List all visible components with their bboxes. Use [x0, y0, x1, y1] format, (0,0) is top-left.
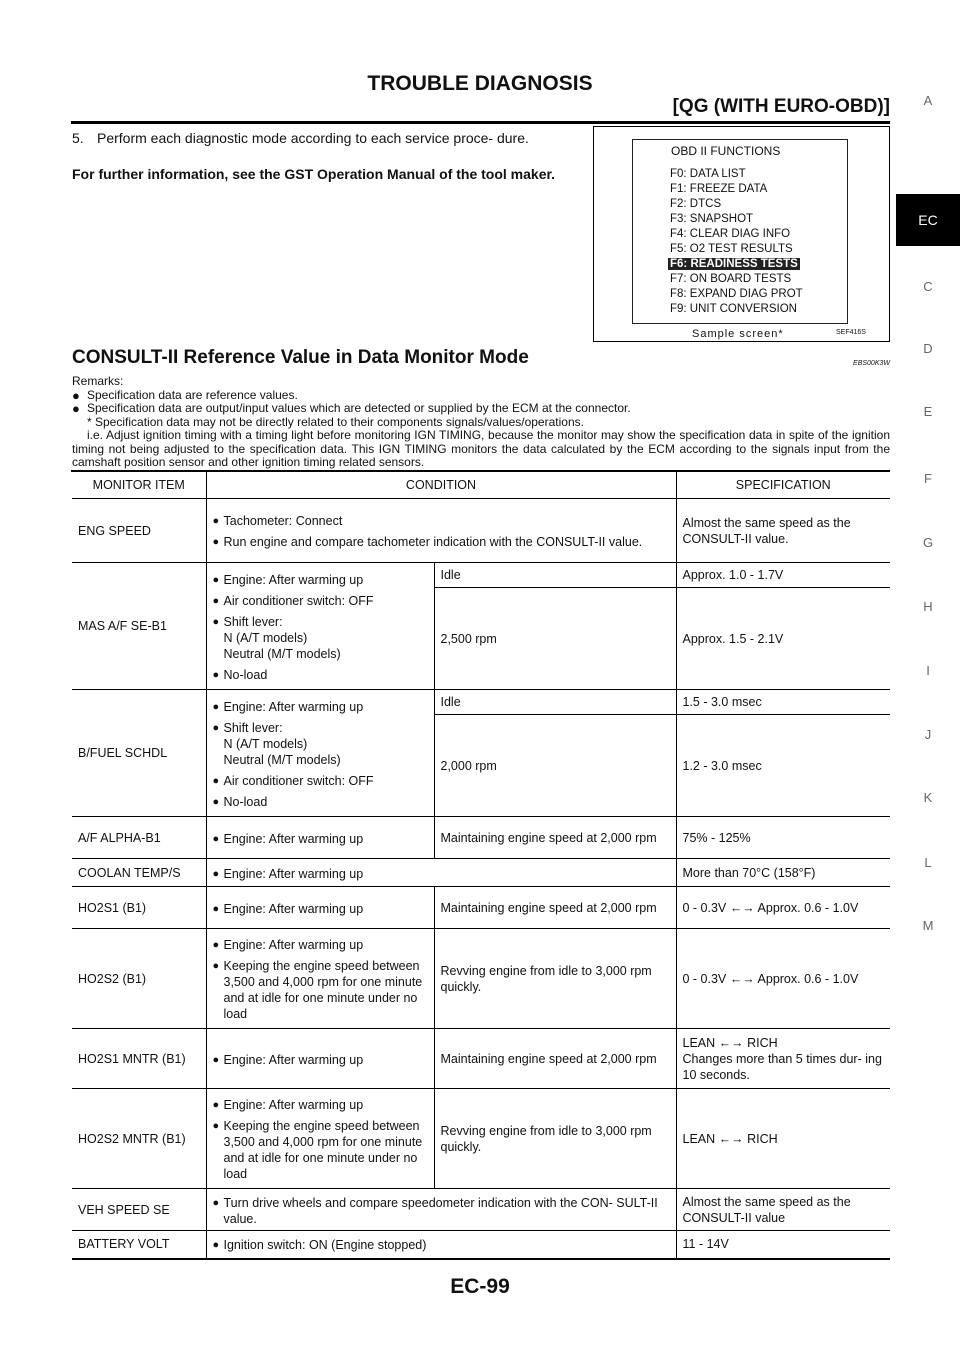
obd-menu-item: F4: CLEAR DIAG INFO: [670, 228, 791, 240]
step-5: [72, 129, 582, 147]
obd-menu-item: F5: O2 TEST RESULTS: [670, 243, 793, 255]
table-row: [72, 1231, 890, 1259]
page-header-title: TROUBLE DIAGNOSIS: [367, 72, 593, 95]
step-text: Perform each diagnostic mode according to each service proce- dure.: [97, 130, 529, 146]
side-index-letter[interactable]: E: [923, 404, 933, 419]
specification-cell: Almost the same speed as the CONSULT-II value: [676, 1189, 890, 1231]
side-index-letter[interactable]: H: [923, 599, 933, 614]
monitor-item: HO2S1 MNTR (B1): [72, 1029, 206, 1089]
sub-condition-cell: Maintaining engine speed at 2,000 rpm: [434, 1029, 676, 1089]
condition-cell: ● Ignition switch: ON (Engine stopped): [206, 1231, 676, 1259]
obd-menu-item: F2: DTCS: [670, 198, 722, 210]
sub-condition-cell: 2,000 rpm: [434, 715, 676, 817]
table-row: [72, 929, 890, 1029]
table-row: [72, 499, 890, 563]
table-row: [72, 690, 890, 715]
remarks: [72, 375, 890, 470]
specification-cell: 1.5 - 3.0 msec: [676, 690, 890, 715]
specification-cell: 1.2 - 3.0 msec: [676, 715, 890, 817]
condition-cell: ● Engine: After warming up: [206, 1029, 434, 1089]
step-number: 5.: [72, 130, 84, 146]
column-header-monitor-item: MONITOR ITEM: [72, 472, 206, 499]
specification-cell: 0 - 0.3V ←→ Approx. 0.6 - 1.0V: [676, 887, 890, 929]
specification-cell: Almost the same speed as the CONSULT-II value.: [676, 499, 890, 563]
obd-menu-item: F9: UNIT CONVERSION: [670, 303, 797, 315]
header-divider: [71, 121, 890, 124]
table-row: [72, 563, 890, 588]
side-index-letter[interactable]: G: [922, 535, 934, 550]
specification-cell: 75% - 125%: [676, 817, 890, 859]
condition-cell: ● Engine: After warming up: [206, 817, 434, 859]
obd-screen: [632, 139, 848, 324]
section-code: EBS00K3W: [853, 360, 890, 367]
page-header-subtitle: [QG (WITH EURO-OBD)]: [672, 96, 890, 117]
sub-condition-cell: Idle: [434, 563, 676, 588]
condition-cell: ● Engine: After warming up ● Air conditioner switch: OFF ● Shift lever: N (A/T models) Neutral (M/T models) ● No-load: [206, 563, 434, 690]
column-header-specification: SPECIFICATION: [676, 472, 890, 499]
remarks-bullet: ● Specification data are reference values.: [72, 387, 298, 403]
monitor-item: B/FUEL SCHDL: [72, 690, 206, 817]
column-header-condition: CONDITION: [206, 472, 676, 499]
monitor-item: COOLAN TEMP/S: [72, 859, 206, 887]
monitor-item: HO2S2 (B1): [72, 929, 206, 1029]
table-row: [72, 887, 890, 929]
reference-value-table: [72, 472, 890, 1260]
specification-cell: More than 70°C (158°F): [676, 859, 890, 887]
sub-condition-cell: 2,500 rpm: [434, 588, 676, 690]
condition-cell: ● Engine: After warming up: [206, 887, 434, 929]
side-index-letter[interactable]: M: [922, 918, 934, 933]
remarks-bullet: ● Specification data are output/input values which are detected or supplied by the ECM at the connector.: [72, 401, 631, 416]
sub-condition-cell: Idle: [434, 690, 676, 715]
section-title: CONSULT-II Reference Value in Data Monitor Mode: [72, 347, 529, 368]
table-row: [72, 1089, 890, 1189]
side-index-letter[interactable]: F: [924, 471, 932, 486]
condition-cell: ● Engine: After warming up: [206, 859, 676, 887]
sub-condition-cell: Revving engine from idle to 3,000 rpm quickly.: [434, 1089, 676, 1189]
specification-cell: 11 - 14V: [676, 1231, 890, 1259]
monitor-item: MAS A/F SE-B1: [72, 563, 206, 690]
condition-cell: ● Tachometer: Connect ● Run engine and compare tachometer indication with the CONSULT-II value.: [206, 499, 676, 563]
condition-cell: ● Engine: After warming up ● Shift lever: N (A/T models) Neutral (M/T models) ● Air conditioner switch: OFF ● No-load: [206, 690, 434, 817]
specification-cell: 0 - 0.3V ←→ Approx. 0.6 - 1.0V: [676, 929, 890, 1029]
note-text: For further information, see the GST Operation Manual of the tool maker.: [72, 166, 556, 182]
table-row: [72, 859, 890, 887]
remarks-label: Remarks:: [72, 374, 124, 388]
table-row: [72, 1189, 890, 1231]
remarks-star-note: * Specification data may not be directly related to their components signals/values/operations.: [87, 414, 584, 429]
monitor-item: ENG SPEED: [72, 499, 206, 563]
page-number: EC-99: [450, 1275, 510, 1298]
specification-cell: LEAN ←→ RICH: [676, 1089, 890, 1189]
sample-screen-figure: [593, 126, 890, 342]
obd-menu-item: F0: DATA LIST: [670, 168, 746, 180]
side-index-letter[interactable]: K: [923, 790, 933, 805]
table-row: [72, 817, 890, 859]
monitor-item: HO2S1 (B1): [72, 887, 206, 929]
side-index-letter[interactable]: I: [926, 663, 930, 678]
specification-cell: Approx. 1.0 - 1.7V: [676, 563, 890, 588]
monitor-item: VEH SPEED SE: [72, 1189, 206, 1231]
obd-menu-item-highlighted: F6: READINESS TESTS: [670, 258, 798, 270]
remarks-ie-note: i.e. Adjust ignition timing with a timing light before monitoring IGN TIMING, because the monitor may show the specification data in spite of the ignition timing not being adjusted to the specification data. This IGN TIMING monitors the data calculated by the ECM according to the signals input from the camshaft position sensor and other ignition timing related sensors.: [72, 428, 890, 469]
obd-menu-item: F1: FREEZE DATA: [670, 183, 768, 195]
side-index-letter[interactable]: J: [924, 727, 932, 742]
obd-menu-item: F7: ON BOARD TESTS: [670, 273, 792, 285]
condition-cell: ● Engine: After warming up ● Keeping the engine speed between 3,500 and 4,000 rpm for one minute and at idle for one minute under no load: [206, 1089, 434, 1189]
side-index-letter-active[interactable]: EC: [896, 194, 960, 246]
obd-menu-item: F3: SNAPSHOT: [670, 213, 754, 225]
monitor-item: A/F ALPHA-B1: [72, 817, 206, 859]
monitor-item: BATTERY VOLT: [72, 1231, 206, 1259]
sub-condition-cell: Maintaining engine speed at 2,000 rpm: [434, 817, 676, 859]
sub-condition-cell: Maintaining engine speed at 2,000 rpm: [434, 887, 676, 929]
side-index-letter[interactable]: A: [923, 93, 933, 108]
table-row: [72, 1029, 890, 1089]
monitor-item: HO2S2 MNTR (B1): [72, 1089, 206, 1189]
specification-cell: Approx. 1.5 - 2.1V: [676, 588, 890, 690]
side-index-letter[interactable]: D: [923, 341, 933, 356]
obd-screen-title: OBD II FUNCTIONS: [671, 144, 781, 158]
specification-cell: LEAN ←→ RICH Changes more than 5 times dur- ing 10 seconds.: [676, 1029, 890, 1089]
obd-menu-item: F8: EXPAND DIAG PROT: [670, 288, 803, 300]
side-index-letter[interactable]: L: [924, 855, 932, 870]
side-index-letter[interactable]: C: [923, 279, 933, 294]
condition-cell: ● Turn drive wheels and compare speedometer indication with the CON- SULT-II value.: [206, 1189, 676, 1231]
condition-cell: ● Engine: After warming up ● Keeping the engine speed between 3,500 and 4,000 rpm for one minute and at idle for one minute under no load: [206, 929, 434, 1029]
sub-condition-cell: Revving engine from idle to 3,000 rpm quickly.: [434, 929, 676, 1029]
figure-caption: Sample screen*: [692, 328, 784, 340]
figure-code: SEF416S: [836, 329, 866, 336]
